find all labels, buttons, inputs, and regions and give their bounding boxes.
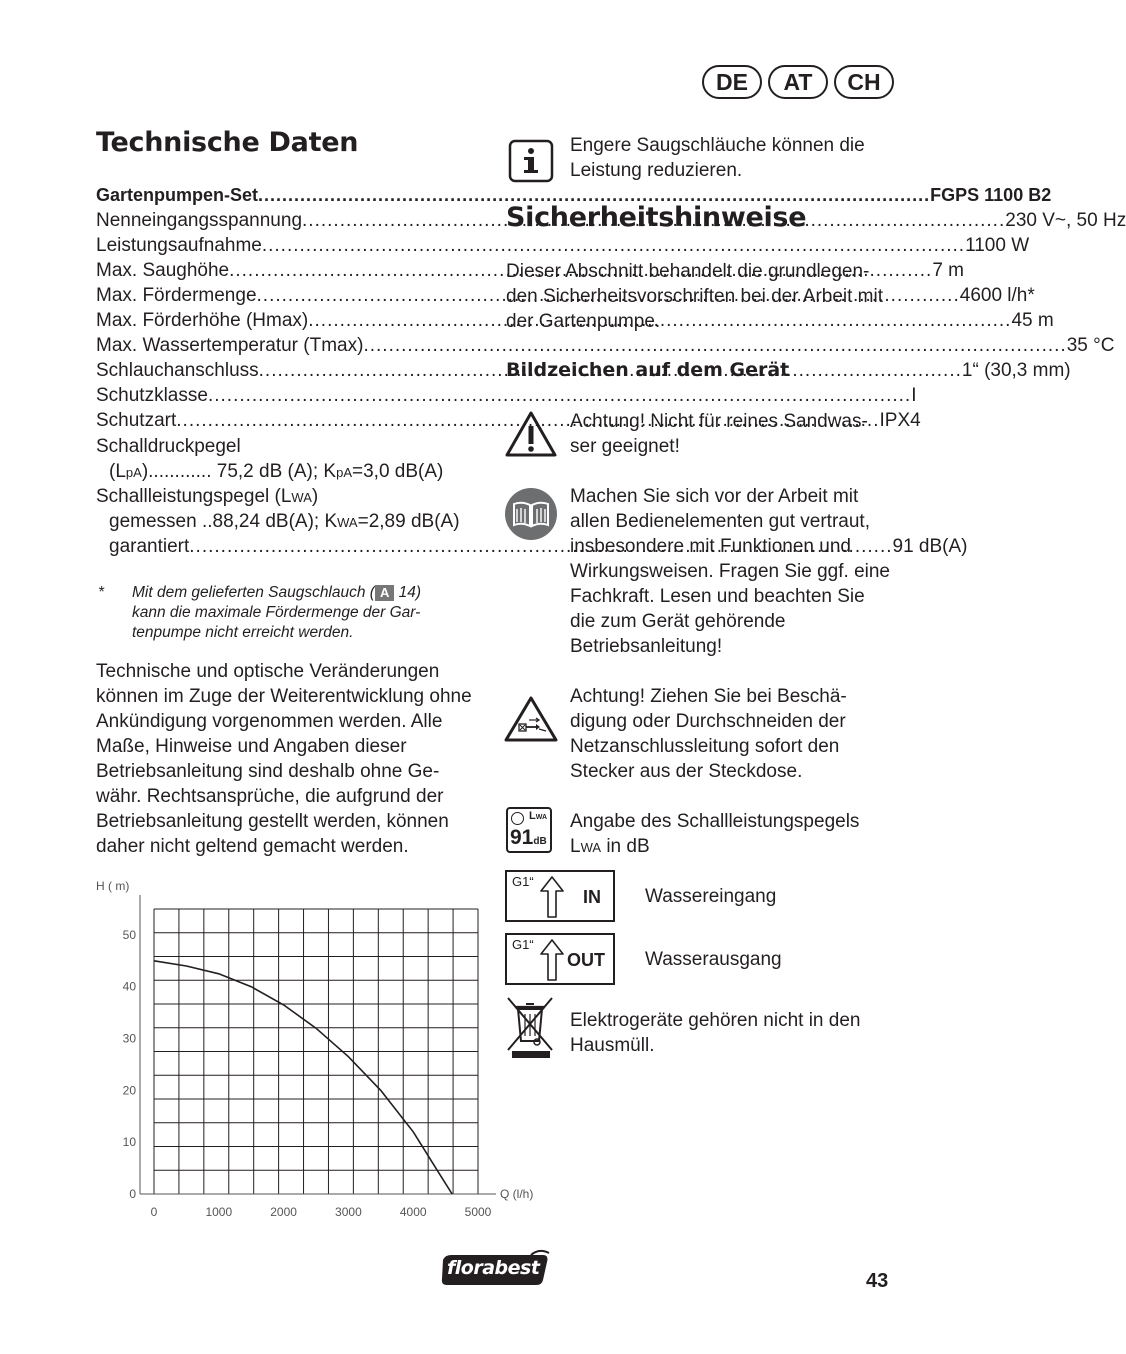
lang-badge-at: AT [768, 65, 828, 99]
spec-value: 230 V~, 50 Hz [1005, 210, 1126, 231]
y-tick-label: 30 [122, 1031, 136, 1046]
footnote-text: Mit dem gelieferten Saugschlauch ( A 14) kann die maximale Fördermenge der Gar- tenpumpe nicht erreicht werden. [132, 584, 422, 641]
inlet-label: IN [583, 887, 601, 907]
cable-warning-icon [502, 694, 560, 744]
spec-value: 4600 l/h* [959, 285, 1035, 306]
x-tick-label: 4000 [399, 1205, 427, 1219]
spec-label: Max. Saughöhe [96, 260, 230, 281]
spec-label: Schutzklasse [96, 385, 208, 406]
y-tick-label: 50 [122, 927, 136, 942]
figure-a-badge: A [375, 585, 394, 601]
lang-badge-ch: CH [834, 65, 894, 99]
noise-badge-value: 91dB [510, 826, 547, 849]
spec-row [96, 333, 1115, 358]
spec-value: 7 m [932, 260, 965, 281]
manual-text: Machen Sie sich vor der Arbeit mit allen Bedienelementen gut vertraut, insbesondere mit Funktionen und Wirkungsweisen. Fragen Sie ggf. eine Fachkraft. Lesen und beachten Sie die zum Gerät gehörende Betriebsanleitung! [570, 486, 890, 657]
spec-value: FGPS 1100 B2 [930, 185, 1052, 205]
spec-label: Leistungsaufnahme [96, 235, 262, 256]
x-axis-label: Q (l/h) [500, 1187, 534, 1201]
info-icon [508, 139, 554, 183]
spec-value: 1100 W [965, 235, 1030, 256]
page-number: 43 [866, 1270, 889, 1292]
noise-level-badge-icon [506, 807, 552, 853]
water-inlet-symbol [505, 870, 615, 922]
spec-dots [208, 383, 911, 408]
outlet-arrow-icon [539, 938, 565, 982]
y-tick-label: 0 [129, 1187, 136, 1201]
warning-sand-text: Achtung! Nicht für reines Sandwas- ser geeignet! [570, 411, 868, 457]
y-tick-label: 10 [122, 1135, 136, 1150]
spec-label: Max. Förderhöhe (Hmax) [96, 310, 309, 331]
disclaimer-paragraph: Technische und optische Veränderungen können im Zuge der Weiterentwicklung ohne Ankündigung vorgenommen werden. Alle Maße, Hinweise und Angaben dieser Betriebsanleitung sind deshalb ohne Ge- währ. Rechtsansprüche, die aufgrund der Betriebsanleitung gestellt werden, können daher nicht geltend gemacht werden. [96, 661, 472, 857]
footnote-star: * [98, 584, 105, 601]
spec-label: Max. Fördermenge [96, 285, 257, 306]
safety-title: Sicherheitshinweise [506, 202, 807, 233]
water-inlet-text: Wassereingang [645, 886, 777, 907]
safety-intro: Dieser Abschnitt behandelt die grundlegen- den Sicherheitsvorschriften bei der Arbeit mit der Gartenpumpe. [506, 261, 884, 332]
x-tick-label: 3000 [335, 1205, 362, 1219]
spec-dots [363, 333, 1066, 358]
weee-text: Elektrogeräte gehören nicht in den Hausmüll. [570, 1010, 861, 1056]
spec-row [96, 283, 1035, 308]
spec-row [96, 408, 921, 433]
noise-level-text: Angabe des Schallleistungspegels LWA in dB [570, 811, 860, 857]
spec-value: 1“ (30,3 mm) [961, 360, 1071, 381]
technical-data-title: Technische Daten [96, 127, 359, 158]
brand-name: florabest [447, 1257, 540, 1279]
x-tick-label: 5000 [464, 1205, 492, 1219]
spec-row [96, 308, 1054, 333]
outlet-thread-label: G1“ [512, 937, 534, 952]
crossed-bin-icon [505, 995, 555, 1061]
x-tick-label: 0 [150, 1205, 158, 1219]
sound-power-measured: gemessen ..88,24 dB(A); KWA=2,89 dB(A) [109, 511, 460, 532]
outlet-label: OUT [567, 950, 605, 970]
spec-label: Gartenpumpen-Set [96, 185, 259, 205]
water-outlet-text: Wasserausgang [645, 949, 782, 970]
info-text: Engere Saugschläuche können die Leistung reduzieren. [570, 135, 865, 181]
read-manual-icon [505, 488, 557, 540]
language-badges [696, 65, 894, 99]
symbols-title: Bildzeichen auf dem Gerät [506, 359, 790, 381]
x-tick-label: 2000 [270, 1205, 297, 1219]
spec-label: Schlauchanschluss [96, 360, 259, 381]
lang-badge-de: DE [702, 65, 762, 99]
spec-row [96, 383, 917, 408]
noise-badge-lwa: LWA [529, 810, 548, 822]
cable-warning-text: Achtung! Ziehen Sie bei Beschä- digung oder Durchschneiden der Netzanschlussleitung sofort den Stecker aus der Steckdose. [570, 686, 847, 782]
spec-value: IPX4 [879, 410, 921, 431]
inlet-arrow-icon [539, 875, 565, 919]
spec-value: I [911, 385, 917, 406]
x-tick-label: 1000 [205, 1205, 233, 1219]
sound-pressure-label: Schalldruckpegel [96, 436, 241, 457]
florabest-logo [439, 1250, 551, 1288]
inlet-thread-label: G1“ [512, 874, 534, 889]
spec-value: 35 °C [1066, 335, 1115, 356]
y-tick-label: 40 [122, 979, 136, 994]
sound-power-label: Schallleistungspegel (LWA) [96, 486, 319, 507]
spec-label: Max. Wassertemperatur (Tmax) [96, 335, 364, 356]
sound-pressure-value: (LpA)............ 75,2 dB (A); KpA=3,0 dB(A) [109, 461, 444, 482]
warning-triangle-icon [504, 410, 558, 458]
spec-row [96, 258, 965, 283]
spec-dots [262, 233, 965, 258]
spec-value: 45 m [1011, 310, 1054, 331]
spec-label: Nenneingangsspannung [96, 210, 303, 231]
spec-row [96, 233, 1030, 258]
ear-icon [511, 812, 524, 825]
y-axis-label: H ( m) [96, 879, 130, 893]
sound-power-guaranteed: garantiert ..... 91 dB(A) [109, 534, 476, 559]
spec-label: Schutzart [96, 410, 177, 431]
y-tick-label: 20 [122, 1083, 136, 1098]
spec-row [96, 183, 1052, 208]
water-outlet-symbol [505, 933, 615, 985]
